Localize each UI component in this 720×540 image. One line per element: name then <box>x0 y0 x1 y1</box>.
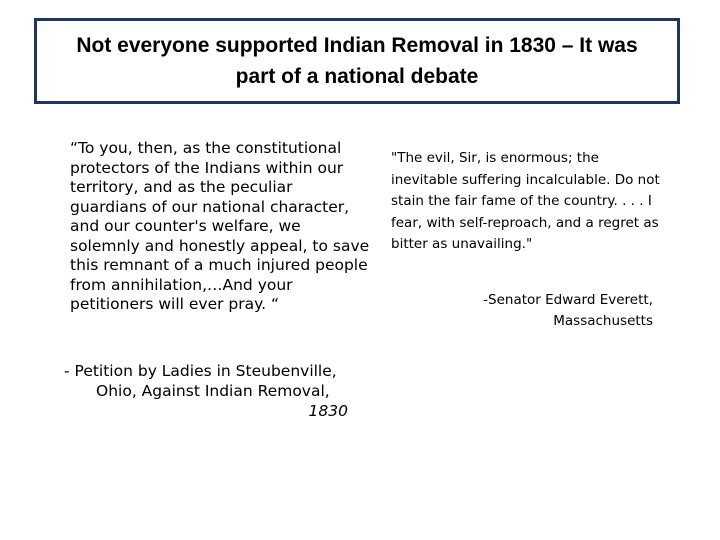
everett-attribution-state: Massachusetts <box>553 313 653 329</box>
everett-quote: "The evil, Sir, is enormous; the inevitable suffering incalculable. Do not stain the fair fame of the country. . . . I fear, with self-reproach, and a regret as bitter as unavailing." <box>391 150 660 252</box>
petition-attribution-line-2: Ohio, Against Indian Removal, <box>96 382 330 400</box>
slide-title: Not everyone supported Indian Removal in 1830 – It was part of a national debate <box>76 34 638 88</box>
petition-attribution-year: 1830 <box>308 402 348 420</box>
everett-attribution <box>391 290 653 332</box>
petition-attribution <box>64 361 354 421</box>
title-box <box>34 18 680 104</box>
everett-attribution-name: -Senator Edward Everett, <box>483 292 653 308</box>
petition-quote: “To you, then, as the constitutional protectors of the Indians within our territory, and as the peculiar guardians of our national character, and our counter's welfare, we solemnly and honestly appeal, to save this remnant of a much injured people from annihilation,…And your petitioners will ever pray. “ <box>70 139 370 313</box>
petition-attribution-line-1: - Petition by Ladies in Steubenville, <box>64 362 337 380</box>
